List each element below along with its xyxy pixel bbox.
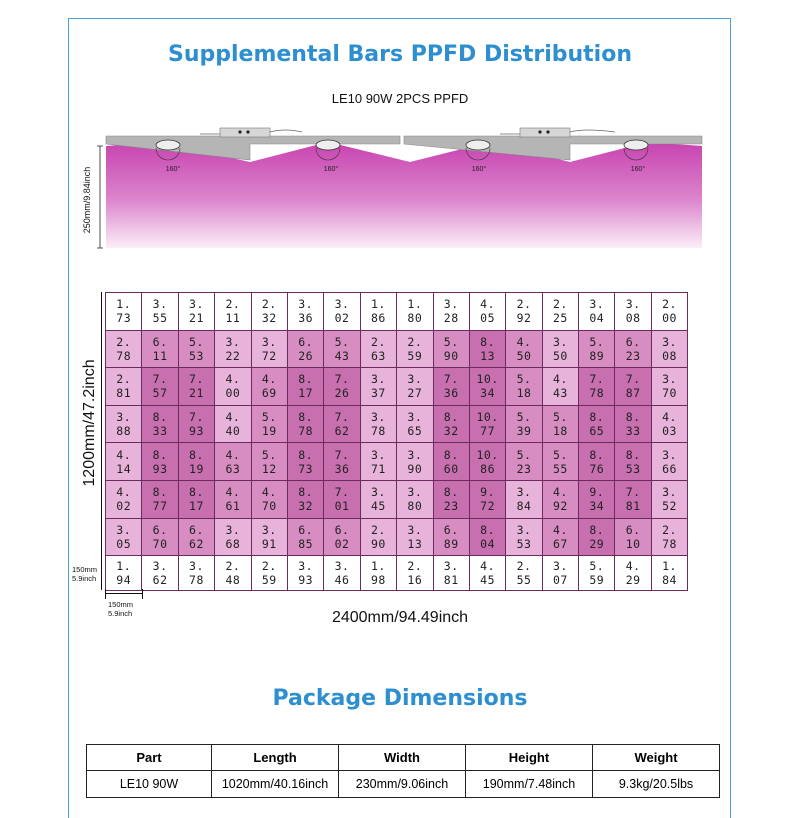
ppfd-cell: 5. 43 bbox=[324, 330, 360, 368]
ppfd-cell: 10. 86 bbox=[469, 443, 505, 481]
ppfd-cell: 4. 92 bbox=[542, 480, 578, 518]
ppfd-cell: 8. 19 bbox=[178, 443, 214, 481]
light-bars-illustration bbox=[70, 120, 710, 252]
package-row bbox=[87, 771, 720, 798]
ppfd-cell: 7. 87 bbox=[615, 368, 651, 406]
ppfd-cell: 1. 86 bbox=[360, 293, 396, 331]
ppfd-cell: 6. 85 bbox=[287, 518, 323, 556]
package-table bbox=[86, 744, 720, 798]
ppfd-cell: 2. 78 bbox=[651, 518, 687, 556]
ppfd-cell: 3. 02 bbox=[324, 293, 360, 331]
ppfd-cell: 3. 05 bbox=[106, 518, 142, 556]
ppfd-cell: 8. 29 bbox=[579, 518, 615, 556]
ppfd-cell: 8. 32 bbox=[433, 405, 469, 443]
ppfd-cell: 8. 93 bbox=[142, 443, 178, 481]
ppfd-cell: 3. 22 bbox=[215, 330, 251, 368]
ppfd-cell: 8. 77 bbox=[142, 480, 178, 518]
ppfd-cell: 8. 76 bbox=[579, 443, 615, 481]
package-column-header: Width bbox=[339, 745, 466, 771]
beam-angle-label: 160° bbox=[630, 166, 646, 173]
package-column-header: Height bbox=[466, 745, 593, 771]
ppfd-cell: 3. 27 bbox=[397, 368, 433, 406]
ppfd-cell: 5. 89 bbox=[579, 330, 615, 368]
ppfd-cell: 3. 80 bbox=[397, 480, 433, 518]
ppfd-cell: 3. 93 bbox=[287, 556, 323, 591]
ppfd-cell: 1. 80 bbox=[397, 293, 433, 331]
ppfd-cell: 1. 84 bbox=[651, 556, 687, 591]
ppfd-cell: 2. 78 bbox=[106, 330, 142, 368]
ppfd-cell: 2. 55 bbox=[506, 556, 542, 591]
ppfd-cell: 7. 81 bbox=[615, 480, 651, 518]
ppfd-cell: 4. 50 bbox=[506, 330, 542, 368]
ppfd-cell: 8. 33 bbox=[142, 405, 178, 443]
ppfd-row bbox=[106, 480, 688, 518]
ppfd-cell: 2. 48 bbox=[215, 556, 251, 591]
ppfd-cell: 5. 19 bbox=[251, 405, 287, 443]
ppfd-cell: 8. 04 bbox=[469, 518, 505, 556]
package-cell: 230mm/9.06inch bbox=[339, 771, 466, 798]
ppfd-cell: 5. 18 bbox=[542, 405, 578, 443]
ppfd-cell: 3. 21 bbox=[178, 293, 214, 331]
ppfd-cell: 3. 37 bbox=[360, 368, 396, 406]
ppfd-cell: 6. 70 bbox=[142, 518, 178, 556]
ppfd-row bbox=[106, 405, 688, 443]
driver-box-2 bbox=[520, 128, 570, 137]
ppfd-cell: 2. 32 bbox=[251, 293, 287, 331]
ppfd-cell: 8. 17 bbox=[287, 368, 323, 406]
ppfd-cell: 1. 94 bbox=[106, 556, 142, 591]
ppfd-cell: 5. 39 bbox=[506, 405, 542, 443]
ppfd-cell: 2. 11 bbox=[215, 293, 251, 331]
ppfd-cell: 7. 36 bbox=[433, 368, 469, 406]
ppfd-cell: 3. 91 bbox=[251, 518, 287, 556]
package-cell: 9.3kg/20.5lbs bbox=[593, 771, 720, 798]
ppfd-cell: 2. 92 bbox=[506, 293, 542, 331]
ppfd-cell: 3. 90 bbox=[397, 443, 433, 481]
beam-angle-label: 160° bbox=[323, 166, 339, 173]
grid-width-label: 2400mm/94.49inch bbox=[331, 609, 469, 626]
ppfd-cell: 8. 33 bbox=[615, 405, 651, 443]
ppfd-grid bbox=[105, 292, 688, 591]
ppfd-cell: 3. 84 bbox=[506, 480, 542, 518]
ppfd-cell: 3. 62 bbox=[142, 556, 178, 591]
ppfd-cell: 5. 55 bbox=[542, 443, 578, 481]
ppfd-cell: 6. 62 bbox=[178, 518, 214, 556]
ppfd-cell: 10. 77 bbox=[469, 405, 505, 443]
ppfd-cell: 2. 90 bbox=[360, 518, 396, 556]
ppfd-cell: 6. 11 bbox=[142, 330, 178, 368]
ppfd-cell: 3. 81 bbox=[433, 556, 469, 591]
ppfd-cell: 10. 34 bbox=[469, 368, 505, 406]
package-cell: 190mm/7.48inch bbox=[466, 771, 593, 798]
ppfd-cell: 5. 59 bbox=[579, 556, 615, 591]
package-column-header: Length bbox=[212, 745, 339, 771]
ppfd-cell: 3. 52 bbox=[651, 480, 687, 518]
ppfd-cell: 4. 03 bbox=[651, 405, 687, 443]
ppfd-cell: 4. 00 bbox=[215, 368, 251, 406]
ppfd-row bbox=[106, 443, 688, 481]
ppfd-cell: 4. 63 bbox=[215, 443, 251, 481]
ppfd-cell: 7. 62 bbox=[324, 405, 360, 443]
ppfd-cell: 8. 73 bbox=[287, 443, 323, 481]
ppfd-cell: 3. 68 bbox=[215, 518, 251, 556]
ppfd-cell: 9. 34 bbox=[579, 480, 615, 518]
page-title: Supplemental Bars PPFD Distribution bbox=[168, 42, 632, 67]
ppfd-cell: 4. 29 bbox=[615, 556, 651, 591]
ppfd-cell: 4. 70 bbox=[251, 480, 287, 518]
ppfd-row bbox=[106, 368, 688, 406]
ppfd-cell: 5. 18 bbox=[506, 368, 542, 406]
ppfd-cell: 9. 72 bbox=[469, 480, 505, 518]
ppfd-cell: 3. 53 bbox=[506, 518, 542, 556]
ppfd-cell: 3. 45 bbox=[360, 480, 396, 518]
height-dimension: 250mm/9.84inch bbox=[82, 166, 92, 234]
driver-box-1 bbox=[220, 128, 270, 137]
ppfd-cell: 3. 36 bbox=[287, 293, 323, 331]
ppfd-row bbox=[106, 293, 688, 331]
ppfd-cell: 3. 04 bbox=[579, 293, 615, 331]
ppfd-cell: 3. 07 bbox=[542, 556, 578, 591]
ppfd-row bbox=[106, 556, 688, 591]
ppfd-cell: 2. 63 bbox=[360, 330, 396, 368]
ppfd-cell: 2. 16 bbox=[397, 556, 433, 591]
ppfd-cell: 8. 23 bbox=[433, 480, 469, 518]
chart-subtitle: LE10 90W 2PCS PPFD bbox=[331, 91, 469, 106]
ppfd-cell: 7. 26 bbox=[324, 368, 360, 406]
col-offset-label: 150mm 5.9inch bbox=[108, 600, 134, 618]
row-offset-label: 150mm 5.9inch bbox=[72, 565, 98, 583]
ppfd-cell: 3. 71 bbox=[360, 443, 396, 481]
ppfd-cell: 8. 32 bbox=[287, 480, 323, 518]
ppfd-cell: 3. 08 bbox=[651, 330, 687, 368]
offset-tick bbox=[142, 589, 143, 599]
ppfd-cell: 4. 61 bbox=[215, 480, 251, 518]
ppfd-cell: 4. 14 bbox=[106, 443, 142, 481]
ppfd-cell: 5. 23 bbox=[506, 443, 542, 481]
ppfd-cell: 2. 00 bbox=[651, 293, 687, 331]
ppfd-cell: 4. 43 bbox=[542, 368, 578, 406]
ppfd-cell: 8. 60 bbox=[433, 443, 469, 481]
ppfd-cell: 7. 93 bbox=[178, 405, 214, 443]
ppfd-cell: 3. 13 bbox=[397, 518, 433, 556]
ppfd-cell: 4. 45 bbox=[469, 556, 505, 591]
ppfd-cell: 2. 59 bbox=[251, 556, 287, 591]
ppfd-cell: 3. 46 bbox=[324, 556, 360, 591]
ppfd-cell: 6. 89 bbox=[433, 518, 469, 556]
ppfd-cell: 3. 88 bbox=[106, 405, 142, 443]
package-column-header: Part bbox=[87, 745, 212, 771]
package-column-header: Weight bbox=[593, 745, 720, 771]
ppfd-cell: 8. 17 bbox=[178, 480, 214, 518]
ppfd-cell: 3. 78 bbox=[360, 405, 396, 443]
ppfd-cell: 6. 26 bbox=[287, 330, 323, 368]
ppfd-cell: 3. 50 bbox=[542, 330, 578, 368]
ppfd-cell: 5. 53 bbox=[178, 330, 214, 368]
ppfd-cell: 5. 12 bbox=[251, 443, 287, 481]
package-title: Package Dimensions bbox=[272, 686, 528, 711]
grid-height-label: 1200mm/47.2inch bbox=[81, 359, 98, 487]
ppfd-cell: 2. 81 bbox=[106, 368, 142, 406]
ppfd-cell: 6. 10 bbox=[615, 518, 651, 556]
ppfd-cell: 4. 40 bbox=[215, 405, 251, 443]
beam-angle-label: 160° bbox=[165, 166, 181, 173]
ppfd-cell: 1. 73 bbox=[106, 293, 142, 331]
ppfd-cell: 8. 78 bbox=[287, 405, 323, 443]
ppfd-cell: 6. 02 bbox=[324, 518, 360, 556]
ppfd-cell: 7. 36 bbox=[324, 443, 360, 481]
ppfd-cell: 8. 13 bbox=[469, 330, 505, 368]
ppfd-cell: 3. 55 bbox=[142, 293, 178, 331]
ppfd-cell: 3. 66 bbox=[651, 443, 687, 481]
offset-dimension-line bbox=[101, 554, 102, 590]
offset-dimension-line bbox=[105, 593, 143, 594]
ppfd-cell: 1. 98 bbox=[360, 556, 396, 591]
ppfd-cell: 2. 25 bbox=[542, 293, 578, 331]
package-cell: 1020mm/40.16inch bbox=[212, 771, 339, 798]
ppfd-cell: 3. 72 bbox=[251, 330, 287, 368]
ppfd-cell: 4. 05 bbox=[469, 293, 505, 331]
offset-tick bbox=[105, 589, 106, 599]
ppfd-cell: 4. 69 bbox=[251, 368, 287, 406]
ppfd-cell: 8. 53 bbox=[615, 443, 651, 481]
ppfd-cell: 7. 78 bbox=[579, 368, 615, 406]
ppfd-cell: 4. 67 bbox=[542, 518, 578, 556]
ppfd-cell: 6. 23 bbox=[615, 330, 651, 368]
ppfd-cell: 3. 28 bbox=[433, 293, 469, 331]
height-dimension-line bbox=[101, 292, 102, 554]
ppfd-cell: 7. 01 bbox=[324, 480, 360, 518]
ppfd-row bbox=[106, 518, 688, 556]
package-header-row bbox=[87, 745, 720, 771]
ppfd-cell: 3. 65 bbox=[397, 405, 433, 443]
ppfd-cell: 5. 90 bbox=[433, 330, 469, 368]
package-cell: LE10 90W bbox=[87, 771, 212, 798]
ppfd-cell: 7. 21 bbox=[178, 368, 214, 406]
ppfd-row bbox=[106, 330, 688, 368]
ppfd-cell: 3. 08 bbox=[615, 293, 651, 331]
ppfd-cell: 3. 78 bbox=[178, 556, 214, 591]
ppfd-cell: 8. 65 bbox=[579, 405, 615, 443]
ppfd-cell: 2. 59 bbox=[397, 330, 433, 368]
ppfd-cell: 4. 02 bbox=[106, 480, 142, 518]
ppfd-cell: 7. 57 bbox=[142, 368, 178, 406]
beam-angle-label: 160° bbox=[471, 166, 487, 173]
ppfd-cell: 3. 70 bbox=[651, 368, 687, 406]
